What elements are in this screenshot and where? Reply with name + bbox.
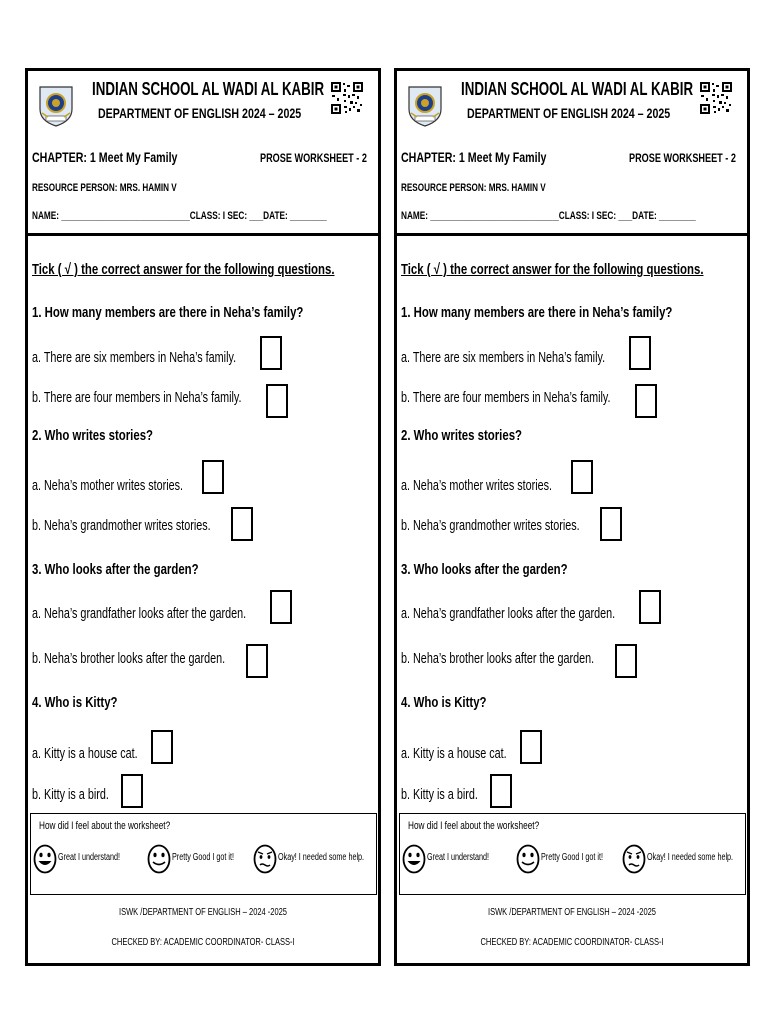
chapter-title: CHAPTER: 1 Meet My Family bbox=[32, 149, 178, 165]
happy-face-icon[interactable] bbox=[33, 844, 57, 874]
tick-box-1b[interactable] bbox=[266, 384, 288, 418]
option-text: a. Kitty is a house cat. bbox=[32, 744, 138, 762]
worried-face-icon[interactable] bbox=[622, 844, 646, 874]
option-text: b. Neha’s brother looks after the garden. bbox=[32, 649, 226, 667]
feedback-label-okay: Okay! I needed some help. bbox=[647, 852, 734, 863]
tick-box-3a[interactable] bbox=[270, 590, 292, 624]
feedback-label-okay: Okay! I needed some help. bbox=[278, 852, 365, 863]
option-text: a. Neha’s grandfather looks after the garden. bbox=[401, 604, 616, 622]
worksheet-header bbox=[397, 71, 747, 236]
option-text: b. Neha’s grandmother writes stories. bbox=[401, 516, 580, 534]
tick-box-1a[interactable] bbox=[629, 336, 651, 370]
school-name: INDIAN SCHOOL AL WADI AL KABIR bbox=[92, 79, 325, 99]
feedback-label-pretty-good: Pretty Good I got it! bbox=[541, 852, 604, 863]
footer-checked-by: CHECKED BY: ACADEMIC COORDINATOR- CLASS-I bbox=[480, 937, 664, 948]
footer-department: ISWK /DEPARTMENT OF ENGLISH – 2024 -2025 bbox=[488, 907, 656, 918]
question-3: 3. Who looks after the garden? bbox=[401, 561, 568, 578]
option-text: a. There are six members in Neha’s family. bbox=[401, 348, 606, 366]
option-text: a. Neha’s mother writes stories. bbox=[401, 476, 553, 494]
worksheet-number: PROSE WORKSHEET - 2 bbox=[629, 151, 736, 165]
option-text: a. Neha’s mother writes stories. bbox=[32, 476, 184, 494]
tick-box-4b[interactable] bbox=[121, 774, 143, 808]
tick-box-2b[interactable] bbox=[600, 507, 622, 541]
happy-face-icon[interactable] bbox=[402, 844, 426, 874]
tick-box-3b[interactable] bbox=[246, 644, 268, 678]
tick-box-4a[interactable] bbox=[151, 730, 173, 764]
qr-code-icon bbox=[330, 81, 364, 115]
instruction-text: Tick ( √ ) the correct answer for the following questions. bbox=[32, 261, 335, 278]
option-text: b. Neha’s grandmother writes stories. bbox=[32, 516, 211, 534]
feedback-label-great: Great I understand! bbox=[427, 852, 490, 863]
option-text: b. There are four members in Neha’s family. bbox=[32, 388, 242, 406]
tick-box-3a[interactable] bbox=[639, 590, 661, 624]
tick-box-2b[interactable] bbox=[231, 507, 253, 541]
feedback-label-pretty-good: Pretty Good I got it! bbox=[172, 852, 235, 863]
department-title: DEPARTMENT OF ENGLISH 2024 – 2025 bbox=[467, 105, 671, 121]
worksheet-number: PROSE WORKSHEET - 2 bbox=[260, 151, 367, 165]
worksheet-right bbox=[394, 68, 750, 966]
question-4: 4. Who is Kitty? bbox=[32, 694, 118, 711]
worried-face-icon[interactable] bbox=[253, 844, 277, 874]
question-2: 2. Who writes stories? bbox=[32, 427, 153, 444]
resource-person: RESOURCE PERSON: MRS. HAMIN V bbox=[32, 182, 177, 194]
chapter-title: CHAPTER: 1 Meet My Family bbox=[401, 149, 547, 165]
question-1: 1. How many members are there in Neha’s family? bbox=[401, 304, 673, 321]
option-text: a. Kitty is a house cat. bbox=[401, 744, 507, 762]
tick-box-2a[interactable] bbox=[571, 460, 593, 494]
resource-person: RESOURCE PERSON: MRS. HAMIN V bbox=[401, 182, 546, 194]
question-4: 4. Who is Kitty? bbox=[401, 694, 487, 711]
tick-box-4a[interactable] bbox=[520, 730, 542, 764]
footer-checked-by: CHECKED BY: ACADEMIC COORDINATOR- CLASS-I bbox=[111, 937, 295, 948]
school-name: INDIAN SCHOOL AL WADI AL KABIR bbox=[461, 79, 694, 99]
department-title: DEPARTMENT OF ENGLISH 2024 – 2025 bbox=[98, 105, 302, 121]
worksheet-left bbox=[25, 68, 381, 966]
feedback-label-great: Great I understand! bbox=[58, 852, 121, 863]
student-details-line: NAME: ____________________________CLASS: I SEC: ___DATE: ________ bbox=[401, 210, 696, 222]
footer-department: ISWK /DEPARTMENT OF ENGLISH – 2024 -2025 bbox=[119, 907, 287, 918]
qr-code-icon bbox=[699, 81, 733, 115]
instruction-text: Tick ( √ ) the correct answer for the following questions. bbox=[401, 261, 704, 278]
option-text: a. There are six members in Neha’s family. bbox=[32, 348, 237, 366]
tick-box-1b[interactable] bbox=[635, 384, 657, 418]
question-2: 2. Who writes stories? bbox=[401, 427, 522, 444]
smiling-face-icon[interactable] bbox=[516, 844, 540, 874]
question-3: 3. Who looks after the garden? bbox=[32, 561, 199, 578]
option-text: b. Kitty is a bird. bbox=[32, 785, 109, 803]
option-text: b. Kitty is a bird. bbox=[401, 785, 478, 803]
smiling-face-icon[interactable] bbox=[147, 844, 171, 874]
school-logo-icon bbox=[407, 83, 443, 127]
tick-box-4b[interactable] bbox=[490, 774, 512, 808]
tick-box-2a[interactable] bbox=[202, 460, 224, 494]
feedback-box bbox=[399, 813, 746, 895]
school-logo-icon bbox=[38, 83, 74, 127]
worksheet-header bbox=[28, 71, 378, 236]
student-details-line: NAME: ____________________________CLASS: I SEC: ___DATE: ________ bbox=[32, 210, 327, 222]
question-1: 1. How many members are there in Neha’s family? bbox=[32, 304, 304, 321]
option-text: b. There are four members in Neha’s family. bbox=[401, 388, 611, 406]
feedback-question: How did I feel about the worksheet? bbox=[408, 820, 540, 832]
tick-box-3b[interactable] bbox=[615, 644, 637, 678]
feedback-question: How did I feel about the worksheet? bbox=[39, 820, 171, 832]
feedback-box bbox=[30, 813, 377, 895]
option-text: a. Neha’s grandfather looks after the garden. bbox=[32, 604, 247, 622]
tick-box-1a[interactable] bbox=[260, 336, 282, 370]
option-text: b. Neha’s brother looks after the garden. bbox=[401, 649, 595, 667]
